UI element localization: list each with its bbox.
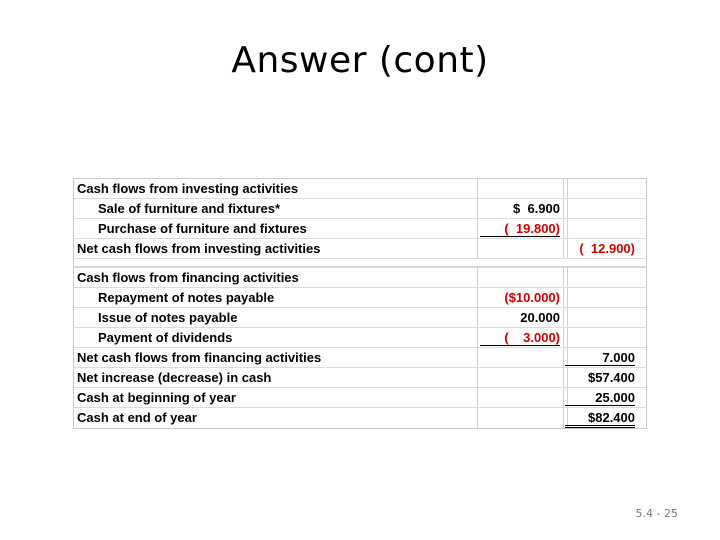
table-row: [74, 219, 646, 239]
amount-cell: $ 6.900: [513, 201, 560, 216]
row-label: Cash flows from financing activities: [77, 270, 299, 285]
slide-title: Answer (cont): [231, 40, 489, 81]
amount-cell: ($10.000): [504, 290, 560, 305]
row-label: Net cash flows from financing activities: [77, 350, 322, 365]
row-label: Repayment of notes payable: [98, 290, 275, 305]
amount-cell: $82.400: [565, 410, 635, 428]
row-label: Sale of furniture and fixtures*: [98, 201, 281, 216]
cash-flow-statement: [73, 178, 647, 429]
table-row: [74, 408, 646, 428]
row-label: Cash at beginning of year: [77, 390, 236, 405]
amount-cell: ( 3.000): [480, 330, 560, 346]
table-row: [74, 179, 646, 199]
amount-cell: ( 19.800): [480, 221, 560, 237]
amount-cell: 25.000: [565, 390, 635, 406]
section-gap: [74, 259, 646, 268]
row-label: Payment of dividends: [98, 330, 233, 345]
amount-cell: $57.400: [588, 370, 635, 385]
row-label: Net cash flows from investing activities: [77, 241, 321, 256]
page-number: 5.4 - 25: [635, 507, 678, 520]
amount-cell: 20.000: [520, 310, 560, 325]
amount-cell: 7.000: [565, 350, 635, 366]
table-row: [74, 199, 646, 219]
table-row: [74, 368, 646, 388]
table-row: [74, 268, 646, 288]
table-row: [74, 308, 646, 328]
row-label: Net increase (decrease) in cash: [77, 370, 272, 385]
row-label: Purchase of furniture and fixtures: [98, 221, 307, 236]
table-row: [74, 239, 646, 259]
table-row: [74, 328, 646, 348]
table-row: [74, 288, 646, 308]
table-row: [74, 348, 646, 368]
row-label: Cash at end of year: [77, 410, 197, 425]
row-label: Issue of notes payable: [98, 310, 238, 325]
table-row: [74, 388, 646, 408]
amount-cell: ( 12.900): [579, 241, 635, 256]
row-label: Cash flows from investing activities: [77, 181, 299, 196]
